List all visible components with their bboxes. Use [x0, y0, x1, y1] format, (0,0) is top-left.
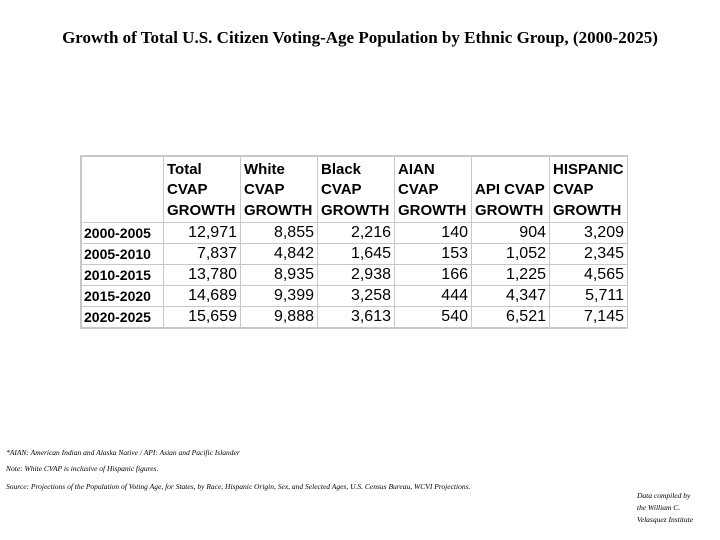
cell-aian: 444 — [395, 286, 472, 307]
cell-api: 904 — [472, 223, 550, 244]
cell-black: 2,938 — [318, 265, 395, 286]
header-line: CVAP — [244, 181, 285, 198]
header-total — [164, 157, 241, 223]
header-row — [82, 157, 628, 223]
abbreviations-note: *AIAN: American Indian and Alaska Native / API: Asian and Pacific Islander — [6, 448, 240, 457]
header-line: GROWTH — [321, 201, 390, 219]
data-table — [81, 156, 628, 328]
header-aian — [395, 157, 472, 223]
cell-api: 4,347 — [472, 286, 550, 307]
cell-aian: 140 — [395, 223, 472, 244]
header-api — [472, 157, 550, 223]
cell-api: 1,052 — [472, 244, 550, 265]
source-note: Source: Projections of the Population of Voting Age, for States, by Race, Hispanic Origin, Sex, and Selected Ages, U.S. Census Bureau, WCVI Projections. — [6, 482, 471, 491]
corner-cell — [82, 157, 164, 223]
header-line: Total — [167, 160, 202, 178]
table-row — [82, 286, 628, 307]
cell-api: 6,521 — [472, 307, 550, 328]
header-line: AIAN — [398, 160, 435, 178]
row-label: 2010-2015 — [82, 265, 164, 286]
header-line: API CVAP — [475, 181, 545, 198]
cell-total: 15,659 — [164, 307, 241, 328]
table-row — [82, 223, 628, 244]
credit-line: Velasquez Institute — [637, 515, 694, 524]
row-label: 2005-2010 — [82, 244, 164, 265]
cvap-growth-table — [80, 155, 628, 329]
white-cvap-note: Note: White CVAP is inclusive of Hispanic figures. — [6, 464, 159, 473]
cell-hispanic: 5,711 — [550, 286, 628, 307]
cell-black: 1,645 — [318, 244, 395, 265]
cell-white: 8,855 — [241, 223, 318, 244]
table-row — [82, 265, 628, 286]
header-line: HISPANIC — [553, 160, 624, 178]
header-line: GROWTH — [475, 201, 544, 219]
cell-total: 7,837 — [164, 244, 241, 265]
header-black — [318, 157, 395, 223]
credit-line: the William C. — [637, 503, 681, 512]
header-line: GROWTH — [553, 201, 622, 219]
cell-total: 13,780 — [164, 265, 241, 286]
header-line: GROWTH — [398, 201, 467, 219]
header-line: CVAP — [398, 181, 439, 198]
cell-total: 12,971 — [164, 223, 241, 244]
cell-api: 1,225 — [472, 265, 550, 286]
table-row — [82, 307, 628, 328]
page-title: Growth of Total U.S. Citizen Voting-Age Population by Ethnic Group, (2000-2025) — [62, 28, 658, 47]
cell-total: 14,689 — [164, 286, 241, 307]
header-line: GROWTH — [167, 201, 236, 219]
cell-black: 2,216 — [318, 223, 395, 244]
header-line: GROWTH — [244, 201, 313, 219]
credit-line: Data compiled by — [637, 491, 691, 500]
cell-hispanic: 3,209 — [550, 223, 628, 244]
header-hispanic — [550, 157, 628, 223]
header-line: Black — [321, 160, 362, 178]
cell-aian: 153 — [395, 244, 472, 265]
header-line: CVAP — [321, 181, 362, 198]
header-line: CVAP — [167, 181, 208, 198]
header-line: CVAP — [553, 181, 594, 198]
cell-hispanic: 4,565 — [550, 265, 628, 286]
cell-white: 9,888 — [241, 307, 318, 328]
cell-black: 3,258 — [318, 286, 395, 307]
cell-white: 8,935 — [241, 265, 318, 286]
row-label: 2000-2005 — [82, 223, 164, 244]
cell-aian: 540 — [395, 307, 472, 328]
table-row — [82, 244, 628, 265]
header-line: White — [244, 160, 285, 178]
row-label: 2015-2020 — [82, 286, 164, 307]
cell-black: 3,613 — [318, 307, 395, 328]
cell-hispanic: 7,145 — [550, 307, 628, 328]
row-label: 2020-2025 — [82, 307, 164, 328]
data-credit — [637, 490, 717, 526]
cell-white: 4,842 — [241, 244, 318, 265]
cell-aian: 166 — [395, 265, 472, 286]
cell-hispanic: 2,345 — [550, 244, 628, 265]
cell-white: 9,399 — [241, 286, 318, 307]
header-white — [241, 157, 318, 223]
